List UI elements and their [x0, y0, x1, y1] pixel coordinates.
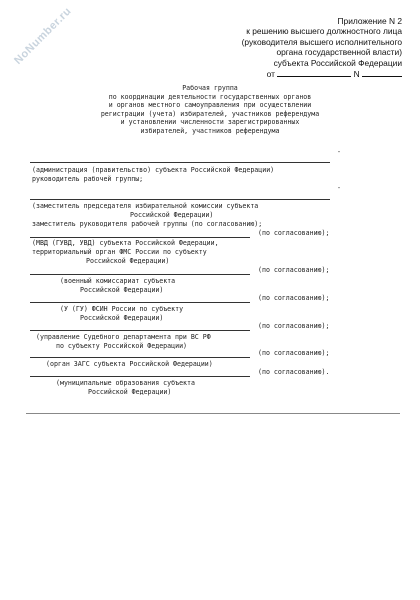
entry-label: (администрация (правительство) субъекта Российской Федерации)	[32, 166, 275, 174]
entry-label: (военный комиссариат субъекта	[60, 277, 176, 285]
title-line: избирателей, участников референдума	[140, 126, 280, 135]
entry-label: Российской Федерации)	[80, 314, 164, 322]
appendix-header	[212, 16, 402, 79]
title-line: Рабочая группа	[182, 84, 238, 92]
blank-line	[30, 162, 330, 163]
number-blank	[362, 68, 402, 77]
number-prefix: N	[353, 69, 360, 80]
blank-line	[30, 357, 250, 358]
title-line: регистрации (учета) избирателей, участников референдума	[100, 109, 320, 118]
entry-label: по субъекту Российской Федерации)	[56, 342, 188, 350]
blank-line	[30, 330, 250, 331]
title-line: по координации деятельности государственных органов	[108, 92, 312, 101]
agreement-note: (по согласованию);	[258, 322, 330, 330]
blank-line	[30, 302, 250, 303]
entry-label: (У (ГУ) ФСИН России по субъекту	[60, 305, 184, 313]
entry-label: (МВД (ГУВД, УВД) субъекта Российской Федерации,	[32, 239, 219, 247]
entry-label: заместитель руководителя рабочей группы (по согласованию);	[32, 220, 263, 228]
appendix-line: органа государственной власти)	[276, 47, 402, 58]
agreement-note-last: (по согласованию).	[258, 368, 330, 376]
entry-label: (заместитель председателя избирательной комиссии субъекта	[32, 202, 259, 210]
entry-label: Российской Федерации)	[86, 257, 170, 265]
date-prefix: от	[266, 69, 275, 80]
blank-line	[30, 274, 250, 275]
entry-label: Российской Федерации)	[88, 388, 172, 396]
title-line: и органов местного самоуправления при осуществлении	[108, 101, 312, 110]
blank-line	[30, 237, 250, 238]
title-line: и установлении численности зарегистрированных	[120, 118, 300, 127]
appendix-line: к решению высшего должностного лица	[246, 26, 402, 37]
appendix-date-number	[212, 68, 402, 79]
dash: -	[337, 148, 341, 156]
entry-label: (муниципальные образования субъекта	[56, 379, 195, 387]
appendix-number: Приложение N 2	[337, 16, 402, 26]
entry-label: территориальный орган ФМС России по субъекту	[32, 248, 207, 256]
document-title	[60, 84, 360, 136]
agreement-note: (по согласованию);	[258, 349, 330, 357]
appendix-line: (руководителя высшего исполнительного	[241, 36, 402, 47]
entry-label: руководитель рабочей группы;	[32, 175, 144, 183]
agreement-note: (по согласованию);	[258, 266, 330, 274]
dash: -	[337, 184, 341, 192]
agreement-note: (по согласованию);	[258, 229, 330, 237]
date-blank	[277, 68, 351, 77]
blank-line	[30, 376, 250, 377]
entry-label: Российской Федерации)	[130, 211, 214, 219]
bottom-divider	[26, 413, 400, 414]
entry-label: Российской Федерации)	[80, 286, 164, 294]
appendix-line: субъекта Российской Федерации	[273, 57, 402, 68]
agreement-note: (по согласованию);	[258, 294, 330, 302]
watermark: NoNumber.ru	[12, 5, 74, 67]
entry-label: (орган ЗАГС субъекта Российской Федерации)	[46, 360, 213, 368]
blank-line	[30, 199, 330, 200]
entry-label: (управление Судебного департамента при ВС РФ	[36, 333, 211, 341]
